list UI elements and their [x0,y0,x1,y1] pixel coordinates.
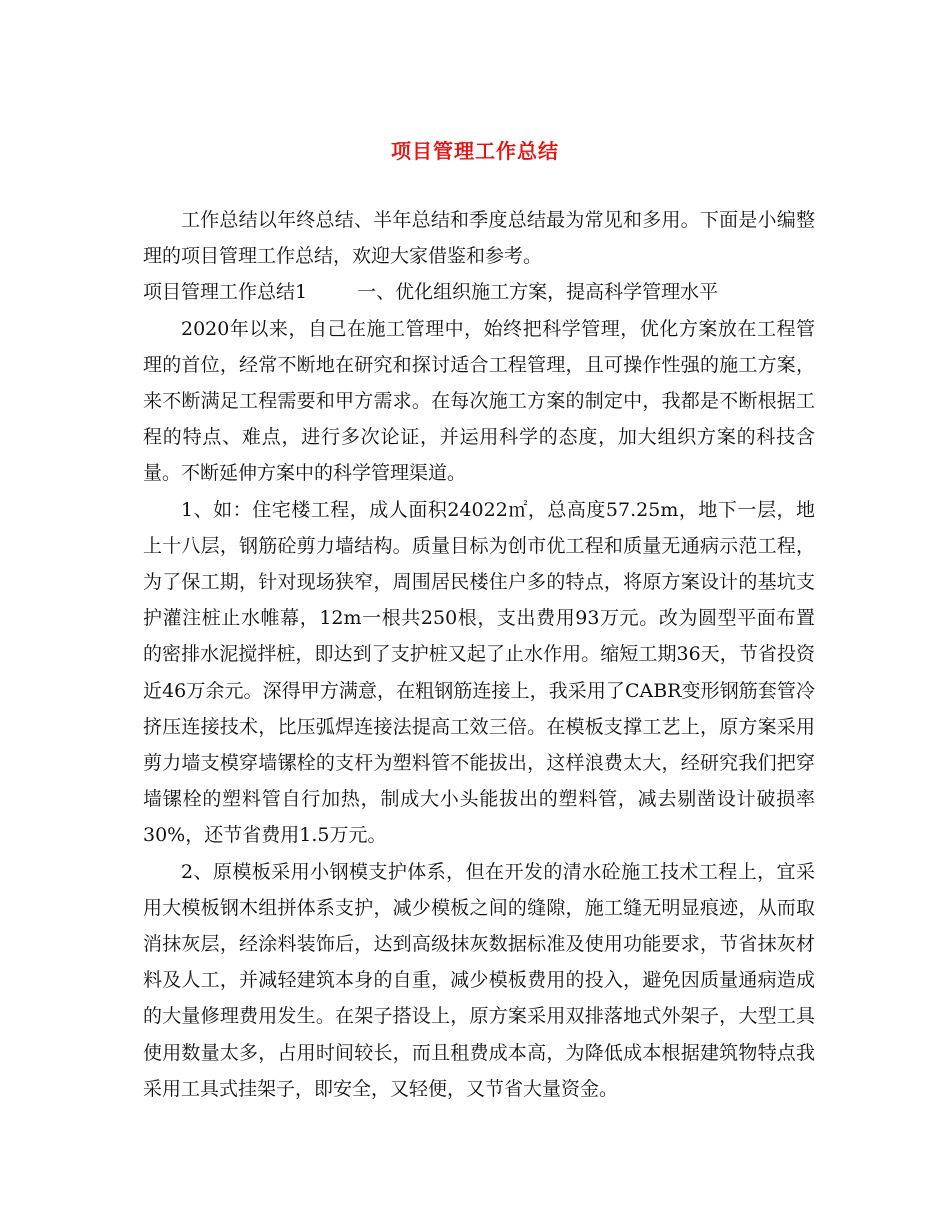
document-body [143,202,815,1107]
section-heading: 一、优化组织施工方案，提高科学管理水平 [357,281,719,304]
body-paragraph: 2、原模板采用小钢模支护体系，但在开发的清水砼施工技术工程上，宜采用大模板钢木组拼体系支护，减少模板之间的缝隙，施工缝无明显痕迹，从而取消抹灰层，经涂料装饰后，达到高级抹灰数据标准及使用功能要求，节省抹灰材料及人工，并减轻建筑本身的自重，减少模板费用的投入，避免因质量通病造成的大量修理费用发生。在架子搭设上，原方案采用双排落地式外架子，大型工具使用数量太多，占用时间较长，而且租费成本高，为降低成本根据建筑物特点我采用工具式挂架子，即安全，又轻便，又节省大量资金。 [143,860,815,1100]
intro-paragraph: 工作总结以年终总结、半年总结和季度总结最为常见和多用。下面是小编整理的项目管理工作总结，欢迎大家借鉴和参考。 [143,209,815,268]
body-paragraph: 1、如：住宅楼工程，成人面积24022㎡，总高度57.25m，地下一层，地上十八层，钢筋砼剪力墙结构。质量目标为创市优工程和质量无通病示范工程，为了保工期，针对现场狭窄，周围居民楼住户多的特点，将原方案设计的基坑支护灌注桩止水帷幕，12m一根共250根，支出费用93万元。改为圆型平面布置的密排水泥搅拌桩，即达到了支护桩又起了止水作用。缩短工期36天，节省投资近46万余元。深得甲方满意，在粗钢筋连接上，我采用了CABR变形钢筋套管冷挤压连接技术，比压弧焊连接法提高工效三倍。在模板支撑工艺上，原方案采用剪力墙支模穿墙镙栓的支杆为塑料管不能拔出，这样浪费太大，经研究我们把穿墙镙栓的塑料管自行加热，制成大小头能拔出的塑料管，减去剔凿设计破损率30%，还节省费用1.5万元。 [143,498,815,847]
section-heading-line [143,274,815,310]
body-paragraph: 2020年以来，自己在施工管理中，始终把科学管理，优化方案放在工程管理的首位，经常不断地在研究和探讨适合工程管理，且可操作性强的施工方案，来不断满足工程需要和甲方需求。在每次施工方案的制定中，我都是不断根据工程的特点、难点，进行多次论证，并运用科学的态度，加大组织方案的科技含量。不断延伸方案中的科学管理渠道。 [143,317,815,485]
document-title: 项目管理工作总结 [391,139,559,163]
section-label: 项目管理工作总结1 [143,281,308,304]
